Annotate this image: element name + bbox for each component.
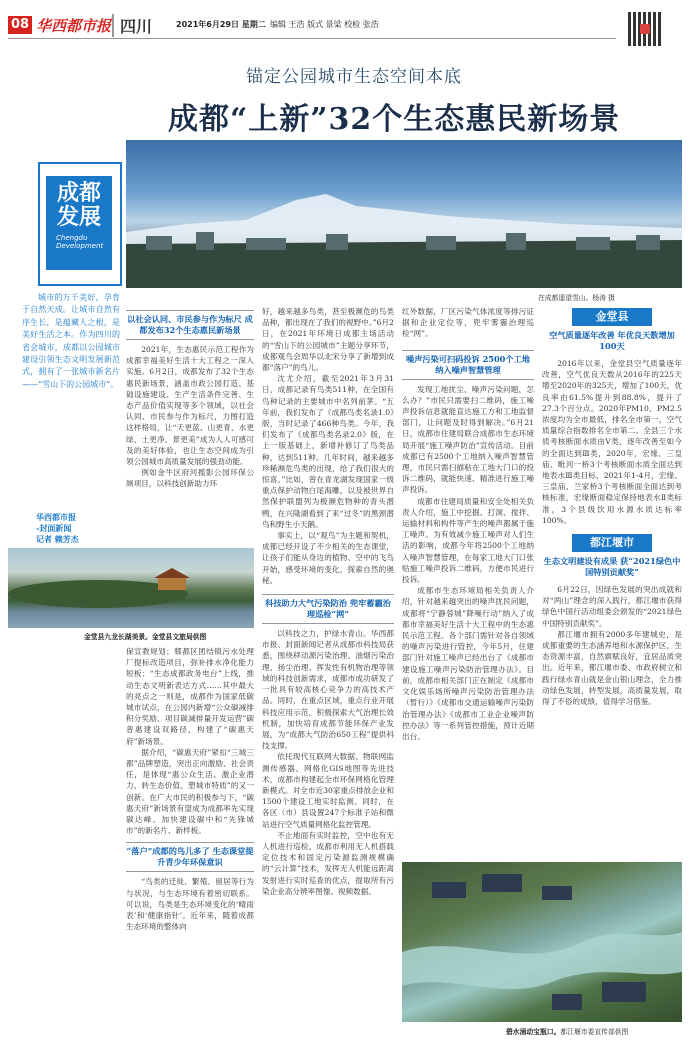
byline (36, 512, 116, 545)
page-header (8, 14, 608, 36)
header-rule (8, 38, 616, 39)
headline-kicker: 锚定公园城市生态空间本底 (246, 67, 462, 87)
column-1-continued (8, 646, 254, 932)
col1-paragraph: 例如金牛区府河揽影公园环保公厕项目，以科技创新助力环 (126, 468, 254, 489)
dujiangyan-paragraph: 都江堰市拥有2000多年建城史，是成都重要的生态涵养地和水源保护区，生态资源丰富，自然禀赋良好，宜居品质突出。近年来，都江堰市委、市政府树立和践行绿水青山就是金山银山理念，全力推动绿色发展，转型发展，高质量发展，取得了不俗的成绩，值得学习借鉴。 (542, 629, 682, 707)
byline-2: -封面新闻 (36, 523, 72, 533)
byline-1: 华西都市报 (36, 512, 76, 522)
column-en-2: Development (56, 242, 104, 250)
col2-paragraph: 好，越来越多鸟类，甚至极濒危的鸟类品种，都出现在了我们的视野中。”6月2日，在2021年环境日成都主场活动的“雪山下的公园城市”主题分享环节，成都观鸟会周华以北宋分享了新增到成都“落户”的鸟儿。 (262, 307, 394, 373)
col1-heading: 以社会认同、市民参与作为标尺 成都发布32个生态惠民新场景 (126, 310, 254, 340)
dujiangyan-paragraph: 6月22日，因绿色发展的突出成就和对“两山”理念的深入践行，都江堰市获得绿色中国行活动组委会颁发的“2021绿色中国特别贡献奖”。 (542, 585, 682, 628)
col2-body-2 (262, 628, 394, 897)
dujiangyan-heading: 生态文明建设有成果 获“2021绿色中国特别贡献奖” (543, 556, 681, 578)
col2-paragraph: 沈尤介绍，截至2021年3月31日，成都记录有鸟类511种，在全国有鸟种记录的主要城市中名列前茅。“五年前，我们发布了《成都鸟类名录1.0》版，当时记录了466种鸟类。今年，我们发布了《成都鸟类名录2.0》版，在上一版基础上，新增补修订了鸟类品种，达到511种。几年时间，越来越多珍稀濒危鸟类的出现，给了我们很大的惊喜。”比如，曾在青龙湖发现国家一级重点保护动物白尾海雕，以及被世界自然保护联盟列为极濒危物种的青头潜鸭，在兴隆湖看到了来“过冬”的黑颈潜鸟和野生小天鹅。 (262, 374, 394, 529)
col1-paragraph: “鸟类的迁徙、繁殖、留居等行为与状况，与生态环境有着密切联系。可以说，鸟类是生态环境变化的‘晴雨表’和‘健康指针’。近年来，随着成都生态环境的整体向 (126, 877, 254, 932)
col3-paragraph: 发现工地扰尘、噪声污染问题，怎么办？”市民只需要扫二维码，施工噪声投诉信息就能直达施工方和工地监督部门，让问题及时得到解决。”6月21日，成都市住建局联合成都市生态环境局开展“施工噪声防治”宣传活动。目前成都已有2500个工地纳入噪声智慧管理，市民只需扫描粘在工地大门口的投诉二维码，就能快速、精准进行施工噪声投诉。 (402, 384, 534, 495)
page-number: 08 (8, 16, 32, 34)
section-name: 四川 (112, 14, 152, 37)
col1-heading-2: “落户”成都的鸟儿多了 生态课堂提升青少年环保意识 (126, 842, 254, 872)
col1-paragraph: 据介绍，“碳惠天府”紧扣“三城三都”品牌塑造，突出正向激励、社会责任，是体现“惠公众生活、激企业潜力、转生态价值、塑城市特质”的又一创新。在广大市民的积极参与下，“碳惠天府”新场景有望成为成都率先实现碳达峰、加快建设碳中和“先锋城市”的新名片、新样板。 (126, 747, 254, 836)
col2-heading: 科技助力大气污染防治 兜牢蓄霾治理巡检“网” (262, 594, 394, 624)
jintang-caption: 金堂县九龙长湖美景。金堂县文旅局供图 (84, 633, 207, 641)
river-scene (402, 862, 682, 1022)
lake-scene (8, 548, 254, 628)
dujiangyan-photo (402, 862, 682, 1022)
col3-heading: 噪声污染可扫码投诉 2500个工地纳入噪声智慧管理 (402, 350, 534, 380)
col3-body (402, 306, 534, 340)
col3-paragraph: 成都市生态环境局相关负责人介绍，针对越来越突出的噪声扰民问题，成都将“宁静蓉城”降噪行动”纳入了成都市幸福美好生活十大工程中的生态惠民示范工程。各个部门需针对各自领域的噪声污染进行管控，今年5月，住建部门针对施工噪声已经出台了《成都市建设施工噪声污染防治管理办法》。目前，成都市相关部门正在制定《成都市文化娱乐场所噪声污染防治管理办法（暂行）》《成都市交通运输噪声污染防治管理办法》《成都市工业企业噪声防控办法》等一系列管控措施，预计近期出台。 (402, 586, 534, 741)
dujiangyan-body (542, 584, 682, 707)
column-3 (402, 306, 534, 742)
column-intro: 城市的万千美好，孕育于自然天成。让城市自然有序生长，是蕴藏人之根，是美好生活之本。作为四川的省会城市，成都以公园城市建设引领生态文明发展新范式，拥有了一张城市新名片——“雪山下的公园城市”。 (22, 293, 120, 389)
column-en-1: Chengdu (56, 234, 88, 242)
jintang-body (542, 358, 682, 526)
column-1 (126, 306, 254, 490)
date-line: 2021年6月29日 星期二 (176, 20, 266, 29)
dujiangyan-caption-bold: 碧水涌动宝瓶口。 (506, 1028, 561, 1036)
dujiangyan-label: 都江堰市 (572, 534, 652, 552)
headline-title: 成都“上新”32个生态惠民新场景 (168, 102, 621, 137)
col1-body (126, 344, 254, 490)
col3-paragraph: 成都市住建局质量和安全处相关负责人介绍，施工中挖掘、打洞、搅拌、运输材料和构件等产生的噪声都属于施工噪声。为有效减少施工噪声对人们生活的影响，成都今年将2500个工地纳入噪声智慧管理，在每家工地大门口张贴施工噪声投诉二维码，方便市民进行投诉。 (402, 496, 534, 585)
jintang-heading: 空气质量逐年改善 年优良天数增加100天 (549, 330, 675, 351)
jintang-paragraph: 2016年以来，金堂县空气质量逐年改善，空气优良天数从2016年的225天增至2020年的325天，增加了100天，优良率由61.5%提升到88.8%，提升了27.3个百分点。2020年PM10、PM2.5浓度均为全市最低，排名全市第一，空气质量综合指数排名全市第二。全县三个水质考核断面水质由Ⅴ类，逐年改善至如今的全面达到Ⅲ类，2020年，宏缘、三皇庙、毗河一桥3个考核断面水质全面达到地表水Ⅲ类目标，2021年1-4月，宏缘、三皇庙、兰家桥3个考核断面全面达到考核标准，宏缘断面稳定保持地表水Ⅱ类标准，3个县级饮用水源水质达标率100%。 (542, 359, 682, 525)
col2-paragraph: 依托现代互联网大数据、物联网监测传感器、网格化GIS地图等先进技术，成都市构建起全市环保网格化管理新模式。对全市近30家重点排放企业和1500个建设工地实时监测。同时，在各区（市）县设置247个标准子站和微站进行空气质量网格化监控管理。 (262, 752, 394, 829)
col2-paragraph: 以科技之力，护绿水青山。华西都市报、封面新闻记者从成都市科技局获悉，围绕移动源污染治理、油烟污染治理、扬尘治理、挥发性有机物治理等领域的科技创新需求，成都市成功研发了一批具有较高核心竞争力的高技术产品。同时，在重点区域，重点行业开展科技应用示范，积极探索大气治理长效机制，加快培育成都节能环保产业发展，为“成都大气防治650工程”提供科技支撑。 (262, 629, 394, 751)
jintang-label: 金堂县 (572, 308, 652, 326)
snow-mountain-caption: 在成都遥望雪山。杨涛 摄 (538, 294, 615, 302)
col1-paragraph: 2021年，生态惠民示范工程作为成都幸福美好生活十大工程之一深入实施。6月2日，成都发布了32个生态惠民新场景，涵盖市政公园打造、基础设施建设、生产生活条件完善、生态产品价值实现等多个领域，以社会认同、市民参与作为标尺，力图打造这样格局，让“天更蓝、山更青、水更绿、土更净、景更美”成为人人可感可及的美好体验，也让生态空间成为引领公园城市高质量发展的强劲动能。 (126, 345, 254, 467)
col2-body (262, 306, 394, 586)
col3-paragraph: 红外数据，厂区污染气体浓度等排污证据和企业定位等，兜牢雾霾治理巡检“网”。 (402, 307, 534, 339)
dujiangyan-caption-rest: 都江堰市委宣传部供图 (560, 1028, 629, 1036)
column-label-inner (46, 176, 112, 270)
qr-code (628, 12, 662, 46)
col2-paragraph: 不止地面有实时监控，空中也有无人机进行巡检。成都市利用无人机搭载定位技术和固定污染源监测规模确的“云计算”技术，发挥无人机能远距离发射进行实时巡查的优点，提取所有污染企业高分辨率图像、视频数据、 (262, 830, 394, 896)
column-4 (542, 308, 682, 707)
column-title-1: 成都 (56, 181, 101, 206)
mountain-silhouette (126, 140, 682, 288)
col1-paragraph: 保宣教规划；郫都区团结镇污水处理厂提标改造项目，弥补排水净化能力短板；“生态成都政务电台”上线，推动生态文明新表达方式……其中最大的亮点之一则是，成都作为国家低碳城市试点，在公园内新增“公众碳减排积分奖励、项目碳减排量开发运营”碳普惠建设双路径，构建了“碳惠天府”新场景。 (126, 647, 254, 746)
col3-body-2 (402, 384, 534, 743)
snow-mountain-photo (126, 140, 682, 288)
col2-paragraph: 事实上，以“观鸟”为主题和契机，成都已经开设了不少相关的生态课堂，让孩子们能从身边的植物、空中的飞鸟开始，感受环境的变化，探索自然的奥秘。 (262, 531, 394, 585)
dujiangyan-caption (506, 1026, 628, 1036)
jintang-photo (8, 548, 254, 628)
editors-line: 编辑 王浩 版式 景梁 校检 张浩 (270, 20, 379, 29)
paper-name: 华西都市报 (36, 17, 112, 35)
byline-3: 记者 赖芳杰 (36, 534, 79, 544)
column-title-2: 发展 (56, 205, 101, 230)
column-2 (262, 306, 394, 897)
column-label-box (38, 162, 122, 286)
col1-body-2 (126, 876, 254, 932)
col1-body-cont (126, 646, 254, 836)
